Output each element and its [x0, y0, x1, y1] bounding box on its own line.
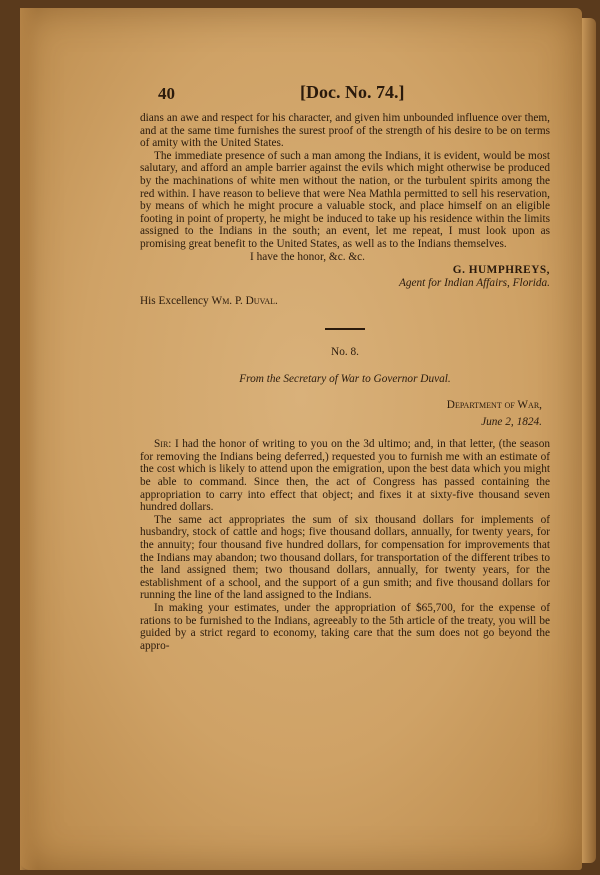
letter2-date: June 2, 1824. [481, 415, 542, 428]
letter2-salutation: Sir: [154, 438, 172, 451]
letter2-department: Department of War, [446, 399, 542, 412]
letter1-paragraph-1: dians an awe and respect for his character, and given him unbounded influence over them, and at the same time furnishes the surest proof of the strength of his desire to be on terms of amity with the United States. [140, 112, 550, 150]
page-header [140, 84, 550, 112]
letter2-paragraph-1-text: I had the honor of writing to you on the 3d ultimo; and, in that letter, (the season for removing the Indians being deferred,) requested you to furnish me with an estimate of the cost which is likely to attend upon the emigration, upon the best data which you might be able to command. Since then, the act of Congress has passed containing the appropriation to carry into effect that object; and fixes it at sixty-five thousand seven hundred dollars. [140, 438, 551, 514]
addressee-name: Wm. P. Duval. [211, 295, 278, 308]
section-divider [325, 328, 365, 330]
page-number: 40 [158, 84, 175, 103]
addressee-prefix: His Excellency [140, 295, 209, 308]
page-text [140, 84, 550, 652]
letter2-from-line: From the Secretary of War to Governor Duval. [239, 372, 451, 385]
letter1-closing: I have the honor, &c. &c. [250, 250, 365, 263]
letter2-paragraph-1 [140, 438, 550, 514]
letter1-addressee [140, 295, 550, 308]
letter2-paragraph-2: The same act appropriates the sum of six thousand dollars for implements of husbandry, stock of cattle and hogs; five thousand dollars, annually, for twenty years, for the annuity; four thousand five hundred dollars, for compensation for improvements that the Indians may abandon; two thousand dollars, for transportation of the different tribes to the land assigned them; two thousand dollars, annually, for twenty years, for the establishment of a school, and the support of a gun smith; and five thousand dollars for running the line of the land assigned to the Indians. [140, 513, 550, 602]
letter1-paragraph-2: The immediate presence of such a man among the Indians, it is evident, would be most salutary, and afford an ample barrier against the evils which might otherwise be produced by the machinations of white men without the nation, or the turbulent spirits among the red within. I have reason to believe that were Nea Mathla permitted to sell his reservation, by means of which he might procure a valuable stock, and place himself on an eligible footing in point of property, he might be induced to take up his residence within the limits assigned to the Indians in the south; an event, let me repeat, I must look upon as promising great benefit to the United States, as well as to the Indians themselves. [140, 149, 550, 250]
letter2-number: No. 8. [331, 345, 359, 358]
letter1-signature: G. HUMPHREYS, [452, 264, 550, 277]
letter1-signature-title: Agent for Indian Affairs, Florida. [398, 276, 550, 289]
document-label: [Doc. No. 74.] [300, 82, 405, 102]
document-page [20, 8, 582, 870]
page-edge-shadow [20, 8, 38, 870]
letter2-paragraph-3: In making your estimates, under the appropriation of $65,700, for the expense of rations to be furnished to the Indians, agreeably to the 5th article of the treaty, you will be guided by a strict regard to economy, taking care that the sum does not go beyond the appro- [140, 602, 550, 652]
